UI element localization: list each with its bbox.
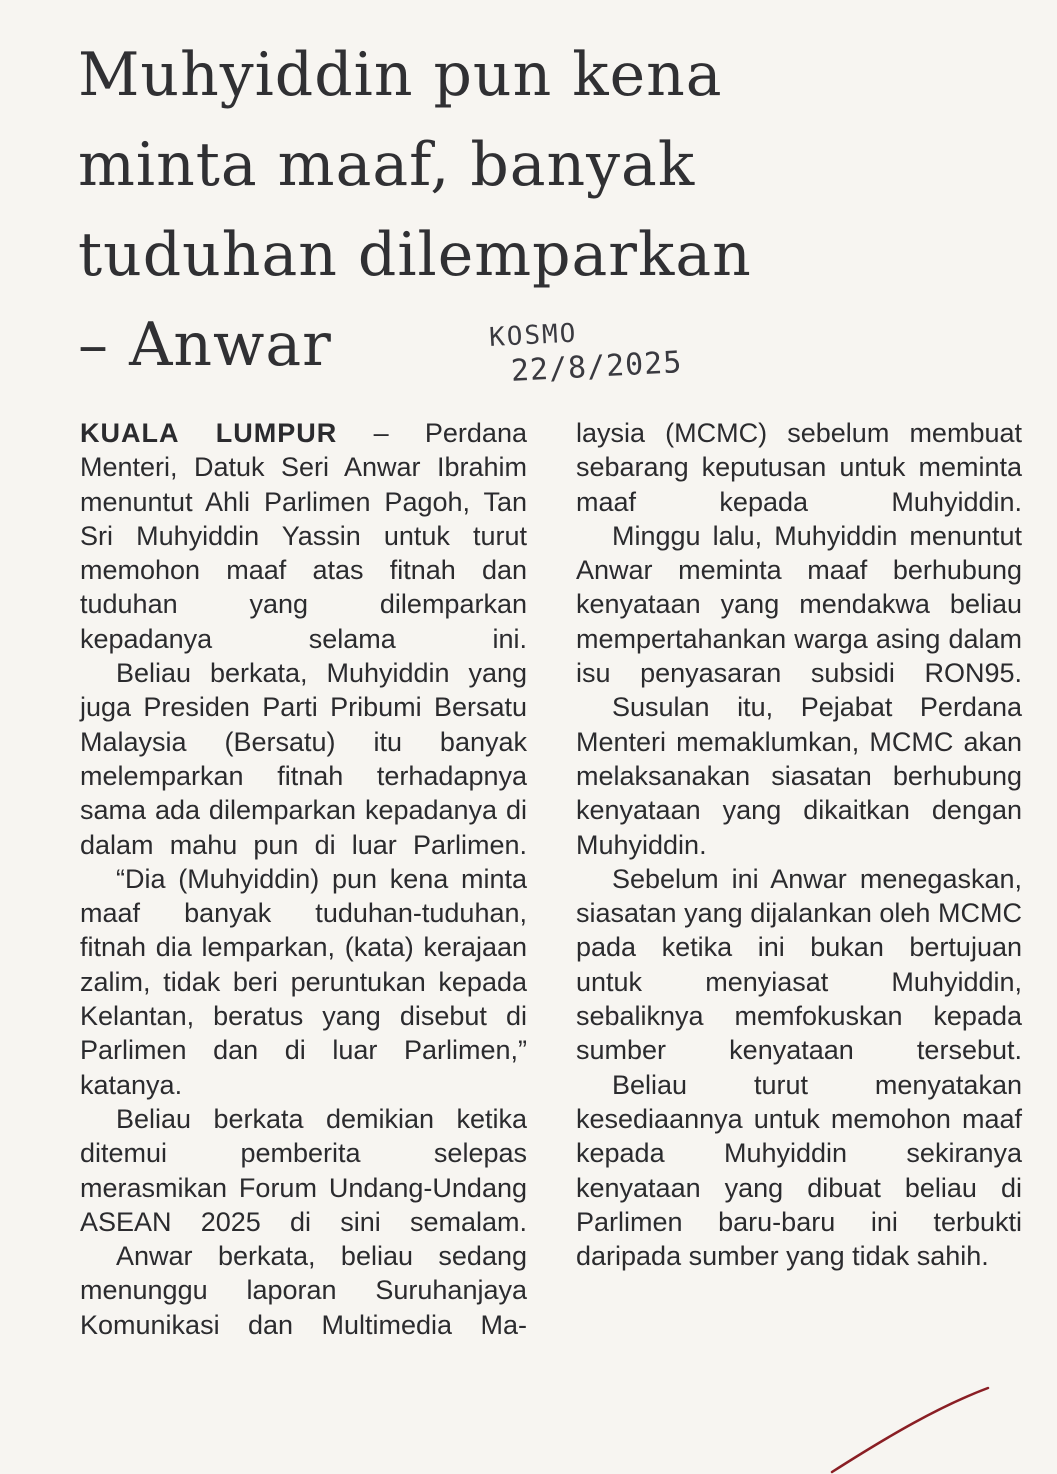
article-paragraph: “Dia (Muhyiddin) pun kena minta maaf banyak tuduhan-tuduhan, fitnah dia lemparkan, (kata) kerajaan zalim, tidak beri peruntukan kepada Kelantan, beratus yang disebut di Parlimen dan di luar Parlimen,” katanya. bbox=[80, 863, 527, 1100]
article-paragraph: Beliau turut menyatakan kesediaannya untuk memohon maaf kepada Muhyiddin sekiranya kenyataan yang dibuat beliau di Parlimen baru-baru ini terbukti daripada sumber yang tidak sahih. bbox=[576, 1069, 1022, 1272]
article-paragraph: laysia (MCMC) sebelum membuat sebarang keputusan untuk meminta maaf kepada Muhyiddin. bbox=[576, 418, 1022, 517]
article-column-left bbox=[80, 416, 527, 1342]
article-paragraph: Susulan itu, Pejabat Perdana Menteri memaklumkan, MCMC akan melaksanakan siasatan berhubung kenyataan yang dikaitkan dengan Muhyiddin. bbox=[576, 692, 1022, 860]
dateline: KUALA LUMPUR bbox=[80, 418, 338, 448]
handwritten-note bbox=[488, 313, 683, 390]
article-paragraph: Sebelum ini Anwar menegaskan, siasatan yang dijalankan oleh MCMC pada ketika ini bukan bertujuan untuk menyiasat Muhyiddin, sebaliknya memfokuskan kepada sumber kenyataan tersebut. bbox=[576, 863, 1022, 1066]
article-paragraph: Beliau berkata demikian ketika ditemui pemberita selepas merasmikan Forum Undang-Undang ASEAN 2025 di sini semalam. bbox=[80, 1103, 527, 1237]
article-paragraph bbox=[80, 416, 527, 656]
headline-line: minta maaf, banyak bbox=[78, 130, 696, 200]
article-paragraph: Anwar berkata, beliau sedang menunggu laporan Suruhanjaya Komunikasi dan Multimedia Ma- bbox=[80, 1241, 527, 1340]
headline-line: – Anwar bbox=[78, 310, 332, 380]
paragraph-text: – Perdana Menteri, Datuk Seri Anwar Ibrahim menuntut Ahli Parlimen Pagoh, Tan Sri Muhyiddin Yassin untuk turut memohon maaf atas fitnah dan tuduhan yang dilemparkan kepadanya selama ini. bbox=[80, 418, 527, 654]
note-publication: KOSMO bbox=[488, 318, 579, 354]
note-date: 22/8/2025 bbox=[510, 344, 684, 389]
pen-mark bbox=[820, 1380, 1020, 1474]
article-paragraph: Minggu lalu, Muhyiddin menuntut Anwar meminta maaf berhubung kenyataan yang mendakwa beliau mempertahankan warga asing dalam isu penyasaran subsidi RON95. bbox=[576, 520, 1022, 689]
headline-line: tuduhan dilemparkan bbox=[78, 220, 752, 290]
article-column-right bbox=[576, 416, 1022, 1273]
article-paragraph: Beliau berkata, Muhyiddin yang juga Presiden Parti Pribumi Bersatu Malaysia (Bersatu) itu banyak melemparkan fitnah terhadapnya sama ada dilemparkan kepadanya di dalam mahu pun di luar Parlimen. bbox=[80, 658, 527, 860]
headline-line: Muhyiddin pun kena bbox=[78, 40, 723, 110]
